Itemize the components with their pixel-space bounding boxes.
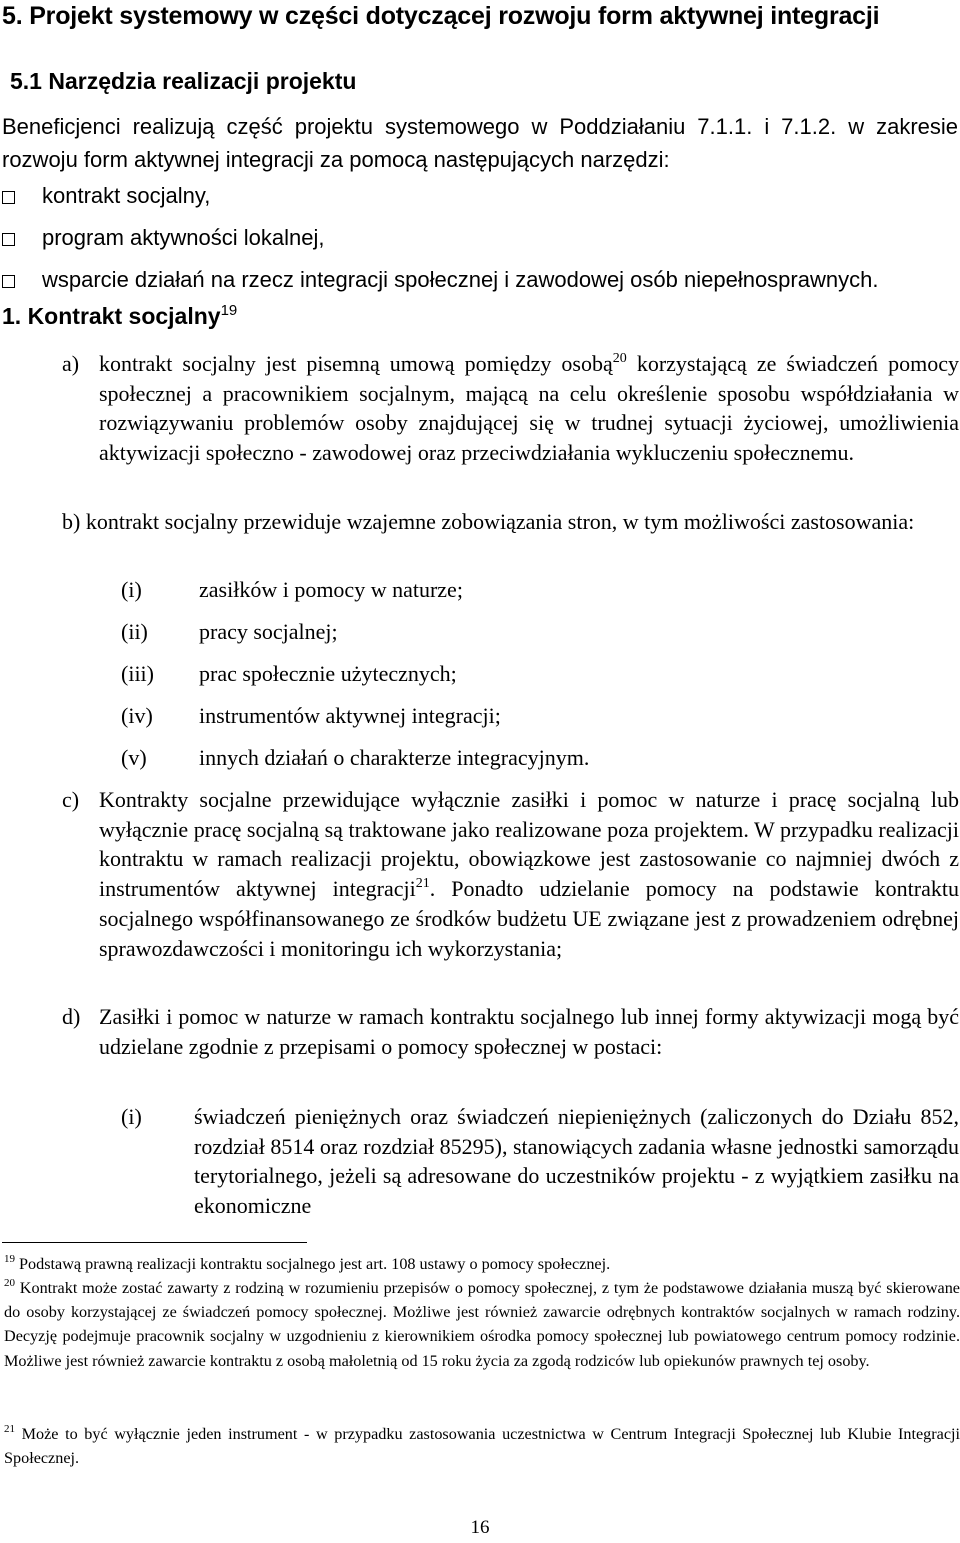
footnote-number: 20 — [4, 1277, 15, 1289]
subitem-text: instrumentów aktywnej integracji; — [199, 703, 501, 728]
bullet-text: kontrakt socjalny, — [42, 183, 211, 208]
footnote — [4, 1276, 960, 1373]
subitem-number: (ii) — [121, 619, 148, 644]
checkbox-bullet-icon — [2, 191, 15, 204]
item-a-text-part: korzystającą ze świadczeń pomocy społecznej a pracownikiem socjalnym, mającą na celu określenie sposobu współdziałania w rozwiązywaniu problemów osoby znajdującej się w trudnej sytuacji życiowej, umożliwienia aktywizacji społeczno - zawodowej oraz przeciwdziałania wykluczeniu społecznemu. — [99, 351, 960, 466]
subitem-text: prac społecznie użytecznych; — [199, 661, 457, 686]
item-label: b) — [62, 509, 81, 534]
bullet-item — [2, 183, 210, 209]
item-a-text — [99, 349, 959, 468]
footnote-ref[interactable]: 19 — [220, 302, 238, 319]
subitem-text: innych działań o charakterze integracyjnym. — [199, 745, 590, 770]
item-c-text-part: . Ponadto udzielanie pomocy na podstawie kontraktu socjalnego współfinansowanego ze środków budżetu UE związane jest z prowadzeniem odrębnej sprawozdawczości i monitoringu ich wykorzystania; — [99, 876, 959, 961]
footnote-ref[interactable]: 21 — [415, 876, 430, 892]
footnote-text: Kontrakt może zostać zawarty z rodziną w rozumieniu przepisów o pomocy społecznej, z tym że podstawowe działania muszą być skierowane do osoby korzystającej ze świadczeń pomocy społecznej. Możliwe jest również zawarcie odrębnych kontraktów socjalnych w ramach rodziny. Decyzję podejmuje pracownik socjalny w uzgodnieniu z kierownikiem ośrodka pomocy społecznej lub powiatowego centrum pomocy rodzinie. Możliwe jest również zawarcie kontraktu z osobą małoletnią od 15 roku życia za zgodą rodziców lub opiekunów prawnych tej osoby. — [4, 1279, 960, 1370]
subitem-number: (v) — [121, 745, 147, 770]
subitem-number: (iv) — [121, 703, 153, 728]
intro-paragraph: Beneficjenci realizują część projektu systemowego w Poddziałaniu 7.1.1. i 7.1.2. w zakresie rozwoju form aktywnej integracji za pomocą następujących narzędzi: — [2, 114, 958, 172]
item-b-text — [62, 507, 958, 537]
kontrakt-heading — [2, 302, 237, 330]
footnote-number: 19 — [4, 1253, 15, 1265]
subitem-text: pracy socjalnej; — [199, 619, 338, 644]
item-label: a) — [62, 351, 80, 376]
item-c-text — [99, 785, 959, 963]
item-label: d) — [62, 1004, 81, 1029]
footnote — [4, 1252, 960, 1276]
subitem-text: świadczeń pieniężnych oraz świadczeń niepieniężnych (zaliczonych do Działu 852, rozdział 8514 oraz rozdział 85295), stanowiących zadania własne jednostki samorządu terytorialnego, jeżeli są adresowane do uczestników projektu - z wyjątkiem zasiłku na ekonomiczne — [194, 1104, 959, 1219]
section-heading: 5. Projekt systemowy w części dotyczącej rozwoju form aktywnej integracji — [2, 2, 880, 30]
checkbox-bullet-icon — [2, 233, 15, 246]
item-b-body: kontrakt socjalny przewiduje wzajemne zobowiązania stron, w tym możliwości zastosowania: — [85, 509, 915, 534]
subitem-number: (i) — [121, 577, 142, 602]
bullet-item — [2, 267, 878, 293]
bullet-text: wsparcie działań na rzecz integracji społecznej i zawodowej osób niepełnosprawnych. — [42, 267, 879, 292]
checkbox-bullet-icon — [2, 275, 15, 288]
subitem-text: zasiłków i pomocy w naturze; — [199, 577, 463, 602]
footnote — [4, 1422, 960, 1470]
item-label: c) — [62, 787, 80, 812]
item-a-text-part: kontrakt socjalny jest pisemną umową pomiędzy osobą — [99, 351, 613, 376]
item-c-text-part: Kontrakty socjalne przewidujące wyłącznie zasiłki i pomoc w naturze i pracę socjalną lub wyłącznie pracę socjalną są traktowane jako realizowane poza projektem. W przypadku realizacji kontraktu w ramach realizacji projektu, obowiązkowe jest zastosowanie co najmniej dwóch z instrumentów aktywnej integracji — [99, 787, 959, 902]
subitem-number: (iii) — [121, 661, 154, 686]
footnote-divider — [2, 1242, 307, 1243]
bullet-item — [2, 225, 324, 251]
footnote-number: 21 — [4, 1423, 15, 1435]
item-d-text: Zasiłki i pomoc w naturze w ramach kontraktu socjalnego lub innej formy aktywizacji mogą być udzielane zgodnie z przepisami o pomocy społecznej w postaci: — [99, 1004, 959, 1059]
kontrakt-heading-text: 1. Kontrakt socjalny — [2, 303, 221, 329]
footnote-text: Podstawą prawną realizacji kontraktu socjalnego jest art. 108 ustawy o pomocy społecznej. — [19, 1255, 611, 1273]
bullet-text: program aktywności lokalnej, — [42, 225, 325, 250]
subsection-heading: 5.1 Narzędzia realizacji projektu — [10, 68, 357, 94]
footnote-text: Może to być wyłącznie jeden instrument - w przypadku zastosowania uczestnictwa w Centrum Integracji Społecznej lub Klubie Integracji Społecznej. — [4, 1425, 960, 1468]
footnote-ref[interactable]: 20 — [612, 351, 627, 366]
page-number: 16 — [470, 1517, 490, 1538]
subitem-number: (i) — [121, 1104, 142, 1129]
